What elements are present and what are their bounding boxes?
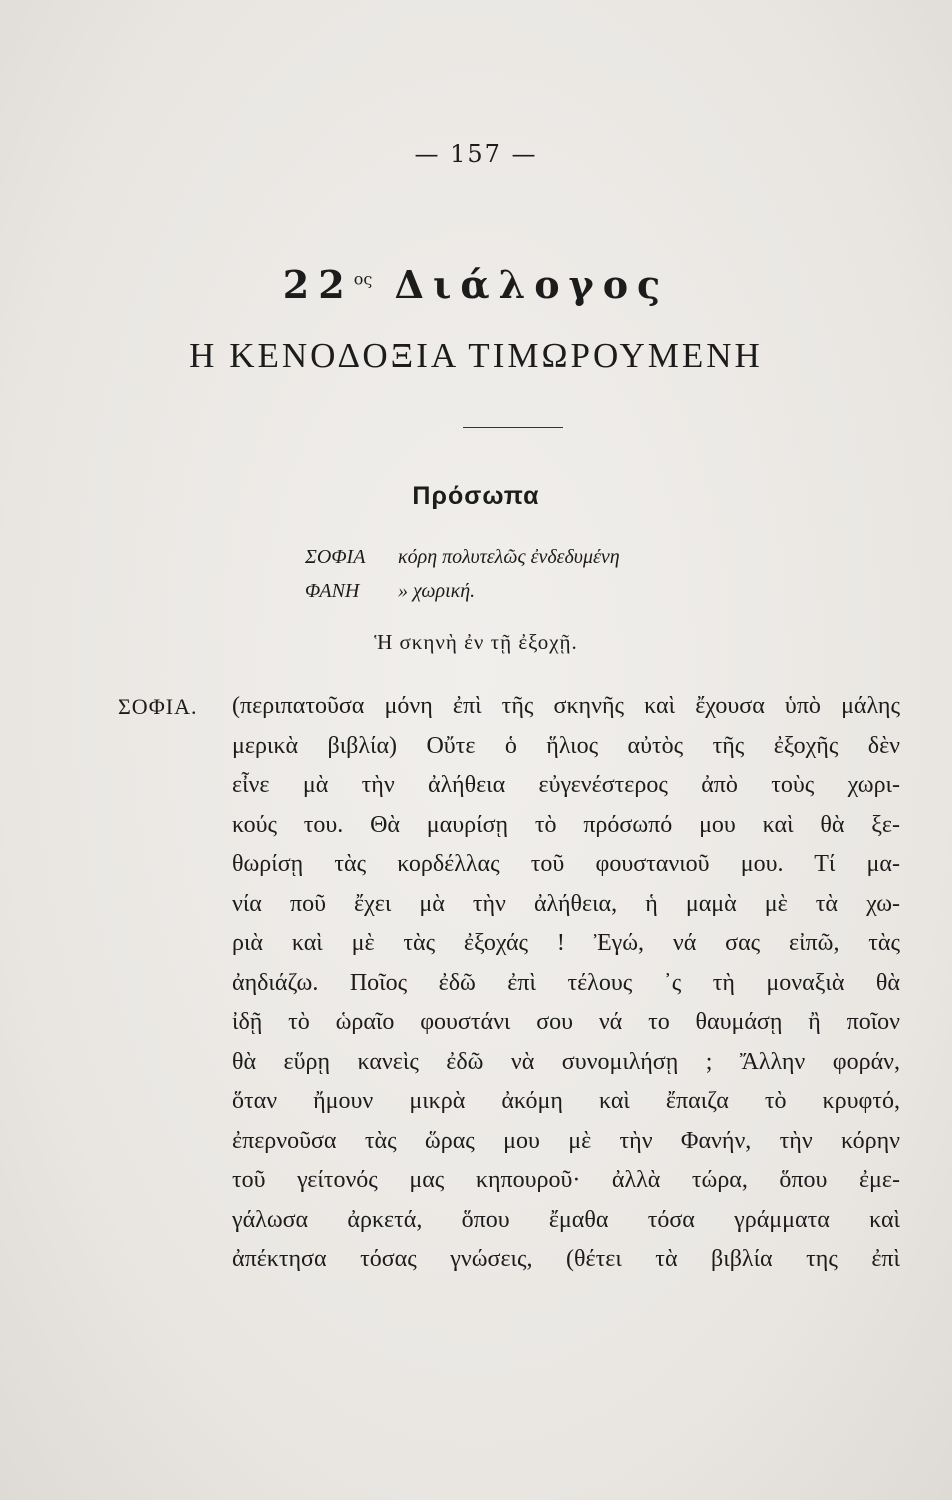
title-divider: [463, 427, 563, 428]
speaker-name: ΣΟΦΙΑ.: [118, 694, 198, 719]
dialogue-body: [232, 687, 900, 1280]
text-line: ἀπέκτησα τόσας γνώσεις, (θέτει τὰ βιβλία της ἐπὶ: [232, 1246, 900, 1272]
cast-description: κόρη πολυτελῶς ἐνδεδυμένη: [398, 546, 620, 568]
persons-heading: Πρόσωπα: [412, 482, 540, 510]
text-line: κούς του. Θὰ μαυρίσῃ τὸ πρόσωπό μου καὶ θὰ ξε-: [232, 811, 900, 838]
cast-entry: [305, 546, 620, 569]
text-line: θωρίσῃ τὰς κορδέλλας τοῦ φουστανιοῦ μου. Τί μα-: [232, 851, 900, 877]
text-line: (περιπατοῦσα μόνη ἐπὶ τῆς σκηνῆς καὶ ἔχουσα ὑπὸ μάλης: [232, 693, 900, 719]
dialogue-word: Διάλογος: [394, 262, 670, 307]
text-line: γάλωσα ἀρκετά, ὅπου ἔμαθα τόσα γράμματα καὶ: [232, 1206, 900, 1233]
scene-direction: Ἡ σκηνὴ ἐν τῇ ἐξοχῇ.: [374, 630, 578, 654]
text-line: νία ποῦ ἔχει μὰ τὴν ἀλήθεια, ἡ μαμὰ μὲ τὰ χω-: [232, 890, 900, 917]
text-line: ὅταν ἤμουν μικρὰ ἀκόμη καὶ ἔπαιζα τὸ κρυφτό,: [232, 1088, 900, 1114]
text-line: εἶνε μὰ τὴν ἀλήθεια εὐγενέστερος ἀπὸ τοὺς χωρι-: [232, 772, 900, 798]
cast-description: » χωρική.: [398, 580, 476, 602]
cast-name: ΦΑΝΗ: [305, 580, 360, 602]
dialogue-number: 22: [282, 262, 354, 307]
text-line: ριὰ καὶ μὲ τὰς ἐξοχάς ! Ἐγώ, νά σας εἰπῶ, τὰς: [232, 930, 900, 956]
text-line: μερικὰ βιβλία) Οὔτε ὁ ἥλιος αὐτὸς τῆς ἐξοχῆς δὲν: [232, 732, 900, 759]
text-line: τοῦ γείτονός μας κηπουροῦ· ἀλλὰ τώρα, ὅπου ἐμε-: [232, 1167, 900, 1193]
text-line: ἰδῇ τὸ ὡραῖο φουστάνι σου νά το θαυμάσῃ ἢ ποῖον: [232, 1009, 900, 1035]
dialogue-ordinal: ος: [353, 269, 373, 289]
dialogue-title: Η ΚΕΝΟΔΟΞΙΑ ΤΙΜΩΡΟΥΜΕΝΗ: [189, 336, 763, 375]
page-number: — 157 —: [414, 140, 538, 168]
text-line: ἀηδιάζω. Ποῖος ἐδῶ ἐπὶ τέλους ᾽ς τὴ μοναξιὰ θὰ: [232, 969, 900, 996]
dialogue-heading: [0, 262, 952, 307]
cast-entry: [305, 580, 475, 603]
cast-name: ΣΟΦΙΑ: [305, 546, 366, 568]
text-line: ἐπερνοῦσα τὰς ὥρας μου μὲ τὴν Φανήν, τὴν κόρην: [232, 1127, 900, 1154]
text-line: θὰ εὕρῃ κανεὶς ἐδῶ νὰ συνομιλήσῃ ; Ἄλλην φοράν,: [232, 1048, 900, 1075]
